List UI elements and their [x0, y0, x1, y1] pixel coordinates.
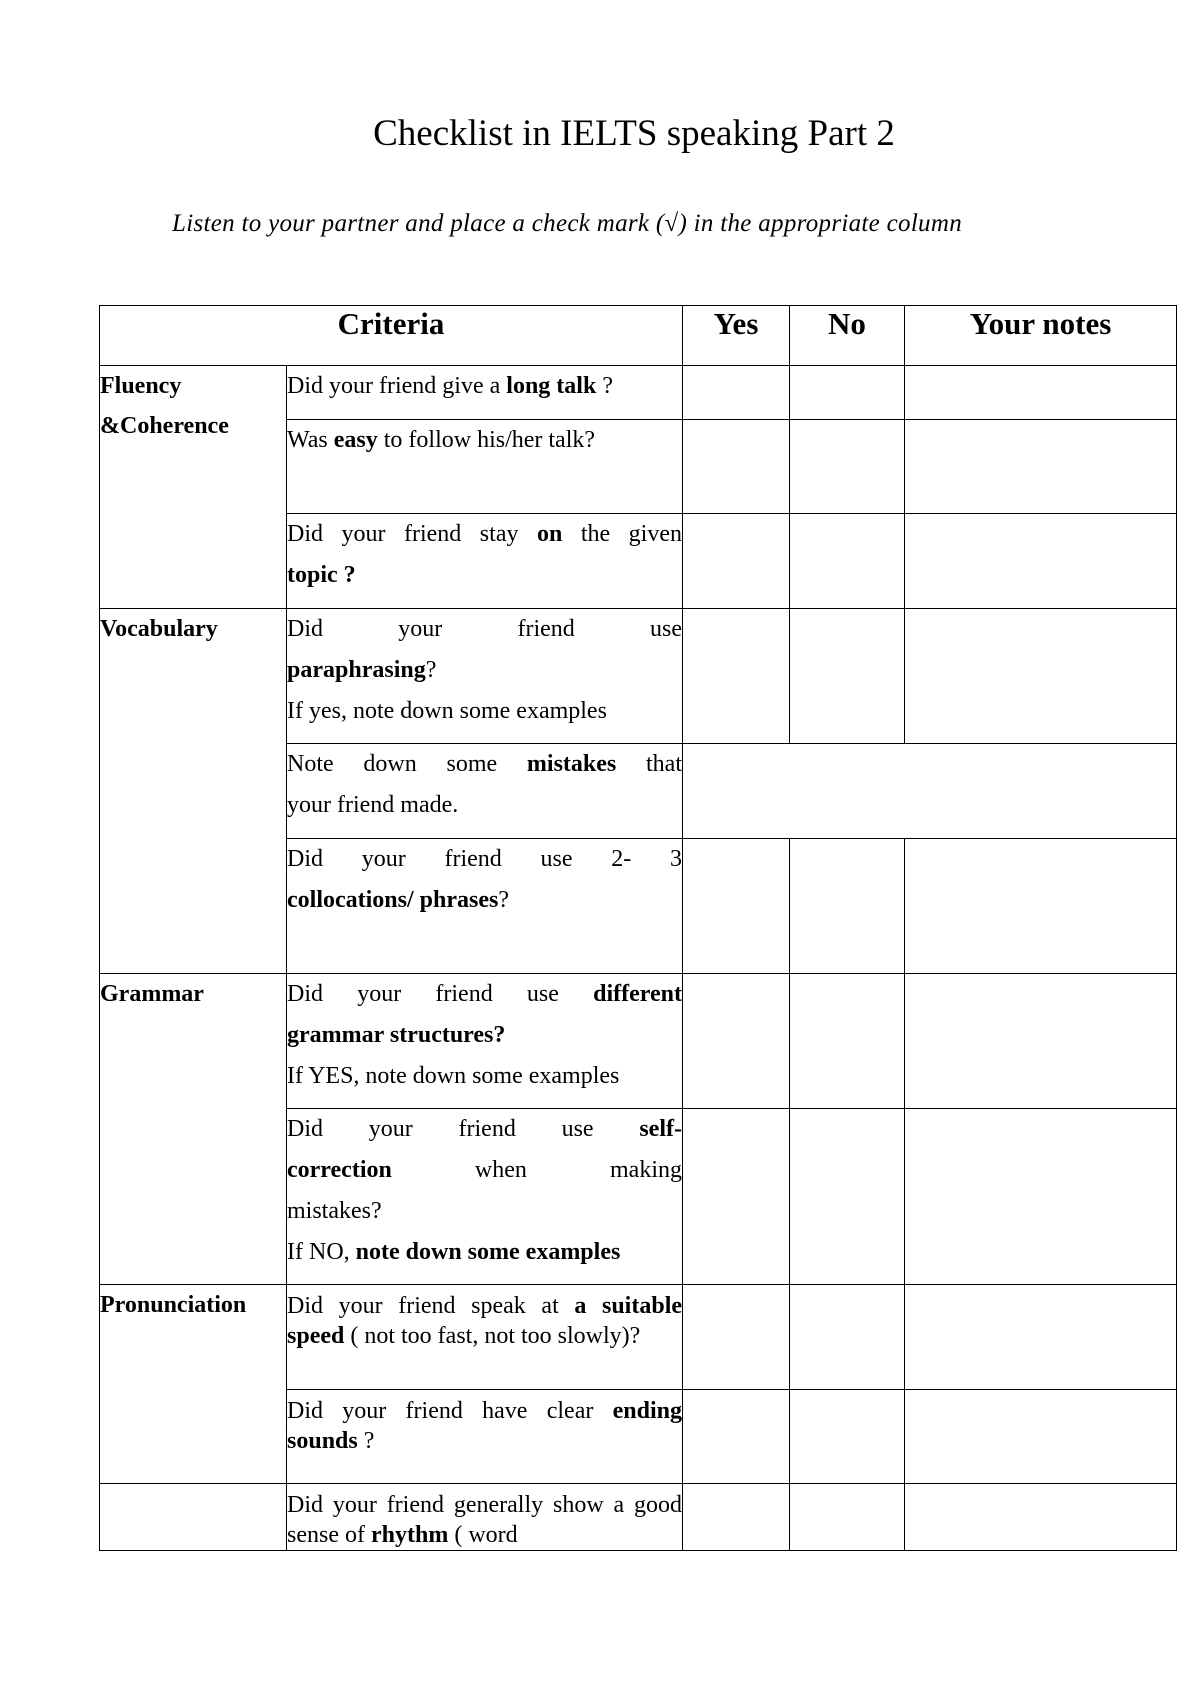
- notes-cell[interactable]: [905, 609, 1177, 744]
- yes-cell[interactable]: [683, 514, 790, 609]
- question-ending-sounds: Did your friend have clear ending sounds ?: [287, 1390, 683, 1484]
- yes-cell[interactable]: [683, 1109, 790, 1285]
- header-no: No: [790, 306, 905, 366]
- category-vocabulary: Vocabulary: [100, 609, 287, 974]
- no-cell[interactable]: [790, 1109, 905, 1285]
- notes-cell[interactable]: [905, 1390, 1177, 1484]
- notes-cell[interactable]: [905, 420, 1177, 514]
- yes-cell[interactable]: [683, 839, 790, 974]
- question-paraphrasing: Did your friend use paraphrasing? If yes, note down some examples: [287, 609, 683, 744]
- category-fluency-line1: Fluency: [100, 373, 182, 399]
- question-self-correction: Did your friend use self- correction when making mistakes? If NO, note down some examples: [287, 1109, 683, 1285]
- page-title: Checklist in IELTS speaking Part 2: [373, 113, 895, 154]
- checklist-table: [99, 305, 1177, 1551]
- yes-cell[interactable]: [683, 974, 790, 1109]
- no-cell[interactable]: [790, 1484, 905, 1551]
- no-cell[interactable]: [790, 839, 905, 974]
- question-mistakes: Note down some mistakes that your friend made.: [287, 744, 683, 839]
- instruction-text: Listen to your partner and place a check mark (√) in the appropriate column: [172, 210, 963, 237]
- no-cell[interactable]: [790, 1390, 905, 1484]
- header-yes: Yes: [683, 306, 790, 366]
- category-grammar: Grammar: [100, 974, 287, 1285]
- yes-cell[interactable]: [683, 1285, 790, 1390]
- category-pronunciation: Pronunciation: [100, 1285, 287, 1484]
- no-cell[interactable]: [790, 366, 905, 420]
- question-easy-follow: Was easy to follow his/her talk?: [287, 420, 683, 514]
- question-on-topic: Did your friend stay on the given topic ?: [287, 514, 683, 609]
- question-collocations: Did your friend use 2- 3 collocations/ phrases?: [287, 839, 683, 974]
- no-cell[interactable]: [790, 974, 905, 1109]
- yes-cell[interactable]: [683, 609, 790, 744]
- no-cell[interactable]: [790, 1285, 905, 1390]
- category-fluency: [100, 366, 287, 609]
- category-fluency-line2: &Coherence: [100, 413, 229, 439]
- table-row: [100, 609, 1177, 744]
- notes-cell[interactable]: [905, 839, 1177, 974]
- no-cell[interactable]: [790, 420, 905, 514]
- header-criteria: Criteria: [100, 306, 683, 366]
- table-row: [100, 366, 1177, 420]
- notes-cell[interactable]: [905, 366, 1177, 420]
- question-rhythm: Did your friend generally show a good sense of rhythm ( word: [287, 1484, 683, 1551]
- question-speed: Did your friend speak at a suitable speed ( not too fast, not too slowly)?: [287, 1285, 683, 1390]
- notes-cell[interactable]: [905, 1484, 1177, 1551]
- header-notes: Your notes: [905, 306, 1177, 366]
- table-row: [100, 1285, 1177, 1390]
- notes-cell[interactable]: [905, 1285, 1177, 1390]
- notes-cell[interactable]: [905, 1109, 1177, 1285]
- table-row: [100, 974, 1177, 1109]
- notes-cell[interactable]: [905, 514, 1177, 609]
- table-row: [100, 1484, 1177, 1551]
- yes-cell[interactable]: [683, 1390, 790, 1484]
- category-empty-cell: [100, 1484, 287, 1551]
- no-cell[interactable]: [790, 514, 905, 609]
- mistakes-notes-cell[interactable]: [683, 744, 1177, 839]
- header-row: [100, 306, 1177, 366]
- yes-cell[interactable]: [683, 1484, 790, 1551]
- yes-cell[interactable]: [683, 366, 790, 420]
- no-cell[interactable]: [790, 609, 905, 744]
- question-grammar-structures: Did your friend use different grammar structures? If YES, note down some examples: [287, 974, 683, 1109]
- notes-cell[interactable]: [905, 974, 1177, 1109]
- question-long-talk: Did your friend give a long talk ?: [287, 366, 683, 420]
- yes-cell[interactable]: [683, 420, 790, 514]
